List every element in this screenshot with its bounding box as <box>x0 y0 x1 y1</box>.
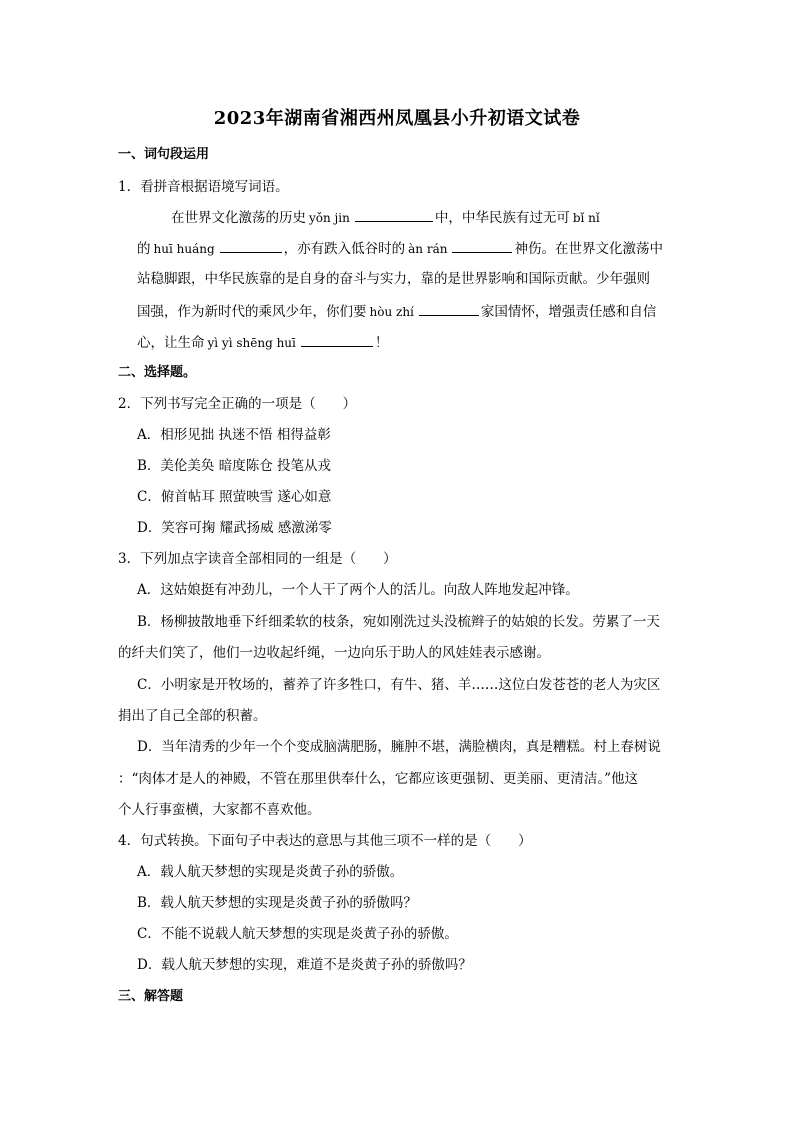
section-heading-2: 二、选择题。 <box>118 365 197 380</box>
pinyin: hòu zhí <box>369 305 414 319</box>
question-3-option-d-line-2: ：“肉体才是人的神殿，不管在那里供奉什么，它都应该更强韧、更美丽、更清洁。”他这 <box>118 771 639 787</box>
question-2-option-d: D．笑容可掬 耀武扬威 感激涕零 <box>137 520 332 536</box>
q1-text: 家国情怀，增强责任感和自信 <box>480 304 657 320</box>
question-1-line-4 <box>137 301 656 322</box>
q1-text: 神伤。在世界文化激荡中 <box>514 241 663 257</box>
question-4-option-d: D．载人航天梦想的实现，难道不是炎黄子孙的骄傲吗？ <box>137 957 472 973</box>
page-title: 2023年湖南省湘西州凤凰县小升初语文试卷 <box>213 108 581 129</box>
question-2-option-c: C．俯首帖耳 照萤映雪 遂心如意 <box>137 489 332 505</box>
pinyin: bǐ nǐ <box>572 211 600 225</box>
question-3-option-d-line-3: 个人行事蛮横，大家都不喜欢他。 <box>118 802 321 818</box>
question-3-option-c-line-2: 捐出了自己全部的积蓄。 <box>118 708 267 724</box>
question-3-stem: 3．下列加点字读音全部相同的一组是（ ） <box>118 551 397 567</box>
question-4-stem: 4．句式转换。下面句子中表达的意思与其他三项不一样的是（ ） <box>118 833 532 849</box>
question-2-stem: 2．下列书写完全正确的一项是（ ） <box>118 396 357 412</box>
question-4-option-b: B．载人航天梦想的实现是炎黄子孙的骄傲吗？ <box>137 895 417 911</box>
q1-text: 在世界文化激荡的历史 <box>171 210 306 226</box>
question-4-option-c: C．不能不说载人航天梦想的实现是炎黄子孙的骄傲。 <box>137 926 458 942</box>
pinyin: yǒn jin <box>309 211 350 225</box>
question-3-option-a: A．这姑娘挺有冲劲儿，一个人干了两个人的活儿。向敌人阵地发起冲锋。 <box>137 582 579 598</box>
q1-text: ，亦有跌入低谷时的 <box>283 241 406 257</box>
section-heading-1: 一、词句段运用 <box>118 147 210 162</box>
question-1-line-1 <box>171 207 603 228</box>
question-1-stem: 1．看拼音根据语境写词语。 <box>118 179 289 195</box>
answer-blank[interactable] <box>301 332 373 347</box>
question-2-option-b: B．美伦美奂 暗度陈仓 投笔从戎 <box>137 458 332 474</box>
q1-text: 的 <box>137 241 151 257</box>
pinyin: àn rán <box>408 242 448 256</box>
question-4-option-a: A．载人航天梦想的实现是炎黄子孙的骄傲。 <box>137 864 404 880</box>
q1-text: 国强，作为新时代的乘风少年，你们要 <box>137 304 367 320</box>
question-3-option-c-line-1: C．小明家是开牧场的，蓄养了许多牲口，有牛、猪、羊……这位白发苍苍的老人为灾区 <box>137 677 661 693</box>
pinyin: yì yì shēng huī <box>207 336 296 350</box>
q1-text: 中，中华民族有过无可 <box>434 210 570 226</box>
answer-blank[interactable] <box>452 238 512 253</box>
question-3-option-b-line-1: B．杨柳披散地垂下纤细柔软的枝条，宛如刚洗过头没梳辫子的姑娘的长发。劳累了一天 <box>137 614 660 630</box>
section-heading-3: 三、解答题 <box>118 989 184 1004</box>
question-3-option-d-line-1: D．当年清秀的少年一个个变成脑满肥肠，臃肿不堪，满脸横肉，真是糟糕。村上春树说 <box>137 739 661 755</box>
answer-blank[interactable] <box>419 301 479 316</box>
question-1-line-2 <box>137 238 663 259</box>
q1-text: 心，让生命 <box>137 335 205 351</box>
pinyin: huī huáng <box>153 242 215 256</box>
question-3-option-b-line-2: 的纤夫们笑了，他们一边收起纤绳，一边向乐于助人的风娃娃表示感谢。 <box>118 645 550 661</box>
question-2-option-a: A．相形见拙 执迷不悟 相得益彰 <box>137 427 331 443</box>
question-1-line-5 <box>137 332 388 353</box>
question-1-line-3: 站稳脚跟，中华民族靠的是自身的奋斗与实力，靠的是世界影响和国际贡献。少年强则 <box>137 271 650 287</box>
answer-blank[interactable] <box>355 207 433 222</box>
answer-blank[interactable] <box>220 238 282 253</box>
q1-text: ！ <box>374 335 389 351</box>
